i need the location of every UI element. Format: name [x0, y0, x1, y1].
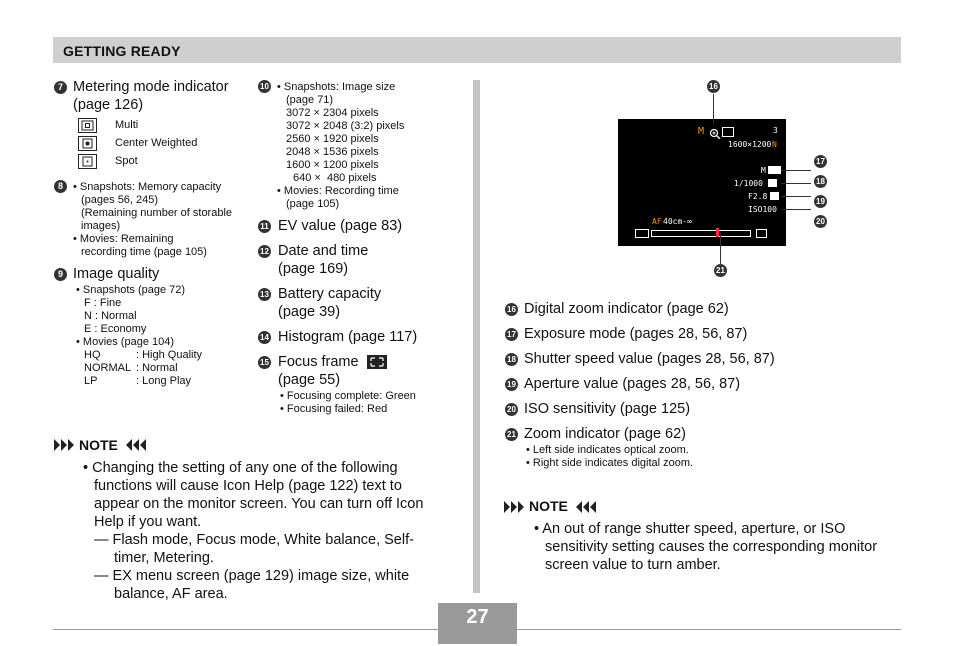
metering-page: (page 126): [73, 97, 144, 113]
note-right-title: NOTE: [529, 498, 568, 514]
metering-spot-label: Spot: [115, 155, 138, 167]
focus-frame-title: Focus frame: [278, 354, 359, 370]
note-right-arrows-end-icon: [576, 500, 598, 518]
multi-metering-icon: [78, 118, 97, 133]
focus-failed-note: • Focusing failed: Red: [280, 403, 388, 415]
movie-mode-row: [73, 349, 203, 362]
monitor-screen: [618, 119, 786, 246]
callout-20-line: [781, 209, 811, 210]
item-18-number: 18: [505, 353, 518, 366]
screen-focus-distance: 40cm-∞: [663, 217, 692, 226]
date-time-page: (page 169): [278, 261, 349, 277]
callout-16: 16: [707, 80, 720, 93]
screen-quality: N: [772, 140, 777, 149]
item-21-sub: [526, 444, 693, 470]
movie-mode-code: NORMAL: [84, 362, 132, 374]
callout-17: 17: [814, 155, 827, 168]
item-10-number: 10: [258, 80, 271, 93]
item10-line: (page 105): [286, 198, 340, 210]
movie-mode-code: LP: [84, 375, 98, 387]
item-17-label: Exposure mode (pages 28, 56, 87): [524, 326, 748, 342]
callout-21-line: [720, 233, 721, 264]
screen-wide-icon: [635, 229, 649, 238]
metering-center-label: Center Weighted: [115, 137, 198, 149]
screen-zoom-marker: [716, 228, 719, 237]
movie-mode-row: [73, 362, 185, 375]
movie-mode-desc: : Long Play: [136, 375, 192, 387]
movie-mode-desc: : High Quality: [136, 349, 203, 361]
screen-aperture-icon: [770, 192, 779, 200]
item-12-label: [278, 242, 368, 278]
item-9-label: Image quality: [73, 266, 160, 282]
screen-iso: ISO100: [748, 205, 777, 214]
metering-title: Metering mode indicator: [73, 79, 229, 95]
item-7-number: 7: [54, 81, 67, 94]
section-title: GETTING READY: [63, 43, 181, 59]
item-17-number: 17: [505, 328, 518, 341]
item8-line: (pages 56, 245): [81, 194, 159, 206]
item-19-label: Aperture value (pages 28, 56, 87): [524, 376, 741, 392]
screen-metering-icon: [722, 127, 734, 137]
item8-line: (Remaining number of storable: [81, 207, 233, 219]
callout-18-line: [781, 183, 811, 184]
item-13-label: [278, 285, 381, 321]
note-right-bullet: • An out of range shutter speed, aperture, or ISO sensitivity setting causes the corresponding monitor screen value to turn amber.: [534, 521, 878, 573]
screen-zoom-bar: [651, 230, 751, 237]
screen-exposure-icon: [768, 166, 781, 174]
item-21-label: Zoom indicator (page 62): [524, 426, 686, 442]
callout-18: 18: [814, 175, 827, 188]
center-weighted-icon: [78, 136, 97, 151]
item10-line: 1600 × 1200 pixels: [286, 159, 379, 171]
item8-line: images): [81, 220, 121, 232]
zoom-optical-note: • Left side indicates optical zoom.: [526, 444, 689, 456]
note-left-dash1: — Flash mode, Focus mode, White balance, Self-timer, Metering.: [94, 532, 414, 566]
spot-metering-icon: [78, 154, 97, 169]
focus-frame-page: (page 55): [278, 372, 341, 388]
item10-line: • Snapshots: Image size: [277, 81, 396, 93]
item-9-number: 9: [54, 268, 67, 281]
note-right-arrows-icon: [504, 500, 526, 518]
movie-mode-row: [73, 375, 192, 388]
note-left-body: [83, 459, 448, 603]
item8-line: • Snapshots: Memory capacity: [73, 181, 222, 193]
note-left-dash2: — EX menu screen (page 129) image size, white balance, AF area.: [94, 568, 410, 602]
callout-19: 19: [814, 195, 827, 208]
item-9-text: [73, 284, 203, 388]
item-11-number: 11: [258, 220, 271, 233]
item-19-number: 19: [505, 378, 518, 391]
item-20-label: ISO sensitivity (page 125): [524, 401, 691, 417]
screen-shot-count: 3: [773, 126, 778, 135]
callout-20: 20: [814, 215, 827, 228]
item10-line: 3072 × 2048 (3:2) pixels: [286, 120, 405, 132]
item9-line: • Snapshots (page 72): [76, 284, 186, 296]
item9-line: N : Normal: [84, 310, 137, 322]
item-15-number: 15: [258, 356, 271, 369]
item-21-number: 21: [505, 428, 518, 441]
item10-line: 640 × 480 pixels: [293, 172, 377, 184]
screen-aperture: F2.8: [748, 192, 768, 201]
screen-shutter-speed: 1/1000: [734, 179, 763, 188]
item-14-number: 14: [258, 331, 271, 344]
note-left-arrows-icon: [54, 438, 76, 456]
item9-line: • Movies (page 104): [76, 336, 175, 348]
note-left-arrows-end-icon: [126, 438, 148, 456]
item9-line: F : Fine: [84, 297, 122, 309]
item-8-number: 8: [54, 180, 67, 193]
zoom-magnifier-icon: [709, 126, 721, 144]
item10-line: 3072 × 2304 pixels: [286, 107, 379, 119]
item-20-number: 20: [505, 403, 518, 416]
screen-exposure-mode: M: [761, 166, 766, 175]
item8-line: • Movies: Remaining: [73, 233, 174, 245]
section-header: [53, 37, 901, 63]
item10-line: 2048 × 1536 pixels: [286, 146, 379, 158]
focus-complete-note: • Focusing complete: Green: [280, 390, 416, 402]
item-10-text: [277, 81, 404, 211]
screen-image-size: 1600×1200: [728, 140, 772, 149]
item-16-label: Digital zoom indicator (page 62): [524, 301, 729, 317]
screen-af-label: AF: [652, 217, 662, 226]
item8-line: recording time (page 105): [81, 246, 207, 258]
focus-frame-icon: [367, 355, 387, 369]
item-15-label: [278, 353, 387, 389]
callout-16-line: [713, 94, 714, 124]
metering-multi-label: Multi: [115, 119, 139, 131]
item-12-number: 12: [258, 245, 271, 258]
item9-line: E : Economy: [84, 323, 147, 335]
item-8-text: [73, 181, 232, 259]
date-time-title: Date and time: [278, 243, 369, 259]
item-13-number: 13: [258, 288, 271, 301]
item-7-label: [73, 78, 229, 114]
battery-page: (page 39): [278, 304, 341, 320]
column-divider: [473, 80, 480, 593]
zoom-digital-note: • Right side indicates digital zoom.: [526, 457, 694, 469]
item10-line: • Movies: Recording time: [277, 185, 399, 197]
note-left-bullet: • Changing the setting of any one of the following functions will cause Icon Help (page 122) text to appear on the monitor screen. You can turn off Icon Help if you want.: [83, 460, 424, 530]
callout-21: 21: [714, 264, 727, 277]
note-left-title: NOTE: [79, 437, 118, 453]
page-number: 27: [466, 606, 489, 628]
callout-17-line: [781, 170, 811, 171]
screen-mode: M: [698, 126, 705, 137]
item-11-label: EV value (page 83): [278, 218, 403, 234]
battery-title: Battery capacity: [278, 286, 382, 302]
page-number-box: [438, 603, 517, 644]
screen-shutter-icon: [768, 179, 777, 187]
item-18-label: Shutter speed value (pages 28, 56, 87): [524, 351, 775, 367]
screen-tele-icon: [756, 229, 767, 238]
callout-19-line: [781, 196, 811, 197]
movie-mode-desc: : Normal: [136, 362, 178, 374]
item-15-sub: [280, 390, 416, 416]
item10-line: (page 71): [286, 94, 334, 106]
item10-line: 2560 × 1920 pixels: [286, 133, 379, 145]
movie-mode-code: HQ: [84, 349, 101, 361]
item-14-label: Histogram (page 117): [278, 329, 418, 345]
item-16-number: 16: [505, 303, 518, 316]
